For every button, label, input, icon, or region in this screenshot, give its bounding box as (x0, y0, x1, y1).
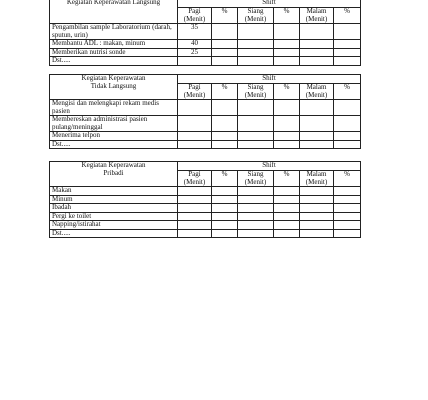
cell (212, 100, 238, 116)
shift-header: Shift (178, 162, 361, 171)
pagi-minutes: 40 (178, 40, 212, 49)
cell (238, 229, 274, 238)
cell (238, 24, 274, 40)
pagi-minutes (178, 132, 212, 141)
cell (238, 132, 274, 141)
cell (274, 187, 300, 196)
cell (334, 48, 361, 57)
table-personal-activity (49, 161, 361, 238)
table-row (50, 40, 361, 49)
cell (300, 24, 334, 40)
table-row (50, 221, 361, 230)
cell (334, 132, 361, 141)
cell (238, 195, 274, 204)
cell (238, 116, 274, 132)
activity-label: Menerima telpon (50, 132, 178, 141)
cell (212, 187, 238, 196)
cell (238, 187, 274, 196)
activity-label: Minum (50, 195, 178, 204)
cell (334, 204, 361, 213)
cell (334, 221, 361, 230)
pagi-minutes (178, 57, 212, 66)
percent-column-header: % (212, 8, 238, 24)
cell (212, 229, 238, 238)
activity-column-header: Kegiatan Keperawatan Langsung (50, 0, 178, 24)
percent-column-header: % (212, 171, 238, 187)
activity-label: Dst..... (50, 140, 178, 149)
cell (212, 57, 238, 66)
cell (274, 24, 300, 40)
cell (334, 140, 361, 149)
cell (238, 48, 274, 57)
table-direct-care (49, 0, 361, 66)
pagi-minutes (178, 204, 212, 213)
cell (300, 204, 334, 213)
activity-label: Pergi ke toilet (50, 212, 178, 221)
table-row (50, 187, 361, 196)
cell (300, 195, 334, 204)
cell (238, 204, 274, 213)
cell (300, 116, 334, 132)
activity-column-header: Kegiatan Keperawatan Tidak Langsung (50, 75, 178, 100)
percent-column-header: % (274, 84, 300, 100)
activity-label: Mengisi dan melengkapi rekam medis pasien (50, 100, 178, 116)
siang-column-header: Siang (Menit) (238, 171, 274, 187)
pagi-minutes (178, 100, 212, 116)
table-row (50, 24, 361, 40)
cell (238, 100, 274, 116)
cell (274, 40, 300, 49)
pagi-minutes: 25 (178, 48, 212, 57)
cell (274, 48, 300, 57)
pagi-minutes (178, 187, 212, 196)
activity-label: Pengambilan sample Laboratorium (darah, sputun, urin) (50, 24, 178, 40)
table-row (50, 100, 361, 116)
cell (238, 57, 274, 66)
pagi-column-header: Pagi (Menit) (178, 84, 212, 100)
cell (212, 24, 238, 40)
cell (334, 40, 361, 49)
pagi-column-header: Pagi (Menit) (178, 8, 212, 24)
siang-column-header: Siang (Menit) (238, 84, 274, 100)
cell (300, 140, 334, 149)
cell (274, 212, 300, 221)
percent-column-header: % (334, 84, 361, 100)
activity-label: Membereskan administrasi pasien pulang/meninggal (50, 116, 178, 132)
cell (334, 212, 361, 221)
cell (274, 204, 300, 213)
percent-column-header: % (274, 8, 300, 24)
cell (300, 212, 334, 221)
percent-column-header: % (212, 84, 238, 100)
cell (334, 100, 361, 116)
pagi-minutes (178, 212, 212, 221)
table-row (50, 229, 361, 238)
malam-column-header: Malam (Menit) (300, 171, 334, 187)
pagi-minutes (178, 221, 212, 230)
cell (300, 100, 334, 116)
shift-header: Shift (178, 75, 361, 84)
cell (212, 40, 238, 49)
cell (300, 221, 334, 230)
cell (238, 212, 274, 221)
table-row (50, 204, 361, 213)
cell (212, 116, 238, 132)
activity-column-header: Kegiatan Keperawatan Pribadi (50, 162, 178, 187)
cell (212, 48, 238, 57)
cell (212, 132, 238, 141)
table-row (50, 57, 361, 66)
activity-label: Dst..... (50, 57, 178, 66)
cell (334, 187, 361, 196)
cell (274, 195, 300, 204)
cell (300, 57, 334, 66)
cell (300, 229, 334, 238)
cell (212, 204, 238, 213)
activity-label: Membantu ADL : makan, minum (50, 40, 178, 49)
activity-label: Napping/istirahat (50, 221, 178, 230)
table-row (50, 132, 361, 141)
table-row (50, 116, 361, 132)
shift-header: Shift (178, 0, 361, 8)
pagi-minutes (178, 195, 212, 204)
table-row (50, 195, 361, 204)
activity-label: Ibadah (50, 204, 178, 213)
cell (334, 229, 361, 238)
cell (334, 116, 361, 132)
percent-column-header: % (334, 171, 361, 187)
cell (334, 57, 361, 66)
cell (212, 195, 238, 204)
cell (274, 116, 300, 132)
activity-label: Dst..... (50, 229, 178, 238)
percent-column-header: % (334, 8, 361, 24)
cell (212, 212, 238, 221)
pagi-minutes: 35 (178, 24, 212, 40)
cell (274, 100, 300, 116)
cell (334, 24, 361, 40)
cell (238, 221, 274, 230)
pagi-minutes (178, 116, 212, 132)
cell (212, 221, 238, 230)
cell (334, 195, 361, 204)
cell (274, 57, 300, 66)
cell (238, 40, 274, 49)
cell (300, 187, 334, 196)
pagi-minutes (178, 140, 212, 149)
cell (274, 221, 300, 230)
siang-column-header: Siang (Menit) (238, 8, 274, 24)
malam-column-header: Malam (Menit) (300, 84, 334, 100)
cell (274, 229, 300, 238)
cell (274, 140, 300, 149)
cell (300, 40, 334, 49)
activity-label: Memberikan nutrisi sonde (50, 48, 178, 57)
cell (238, 140, 274, 149)
malam-column-header: Malam (Menit) (300, 8, 334, 24)
table-row (50, 48, 361, 57)
cell (212, 140, 238, 149)
cell (274, 132, 300, 141)
cell (300, 48, 334, 57)
table-row (50, 140, 361, 149)
percent-column-header: % (274, 171, 300, 187)
cell (300, 132, 334, 141)
table-indirect-care (49, 74, 361, 149)
activity-label: Makan (50, 187, 178, 196)
pagi-minutes (178, 229, 212, 238)
pagi-column-header: Pagi (Menit) (178, 171, 212, 187)
table-row (50, 212, 361, 221)
